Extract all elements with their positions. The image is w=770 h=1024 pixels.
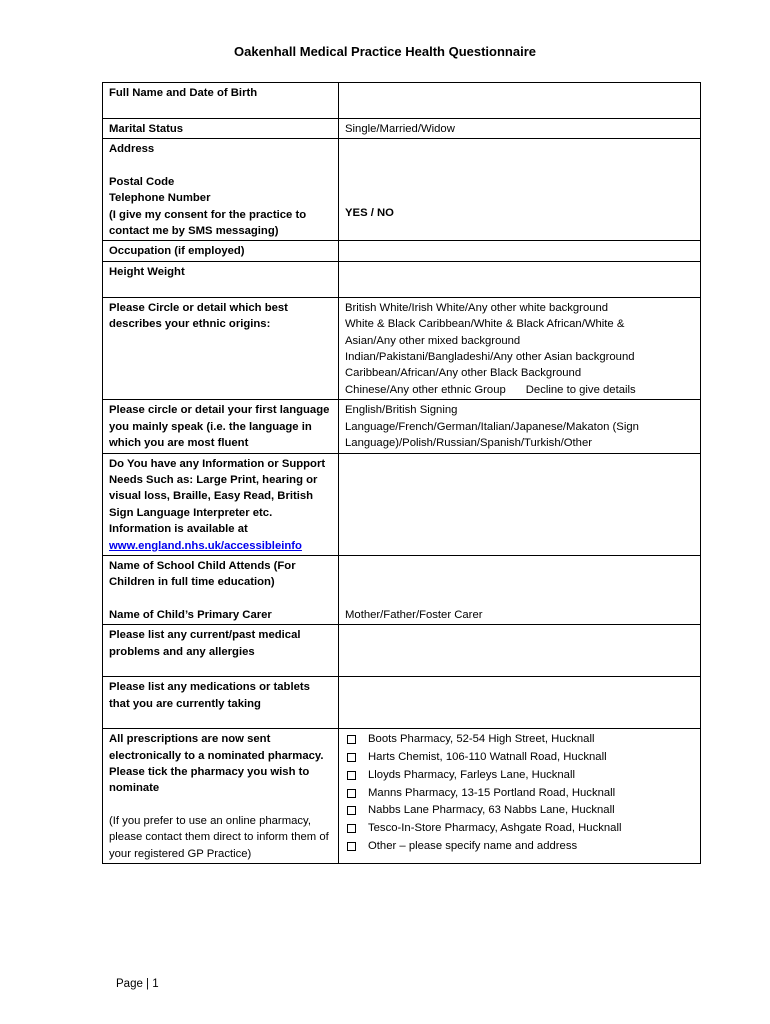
telephone-label: Telephone Number (109, 192, 211, 205)
marital-status-label: Marital Status (103, 119, 339, 139)
language-option-line: Language/French/German/Italian/Japanese/Makaton (Sign (345, 420, 639, 433)
pharmacy-option[interactable] (345, 767, 694, 785)
pharmacy-option-label: Other – please specify name and address (368, 839, 578, 852)
row-support-needs (103, 453, 701, 555)
ethnic-option-line: Caribbean/African/Any other Black Background (345, 367, 582, 380)
accessible-info-link[interactable]: www.england.nhs.uk/accessibleinfo (109, 539, 302, 552)
address-field[interactable] (339, 139, 701, 241)
medications-field[interactable] (339, 677, 701, 729)
checkbox-icon[interactable] (347, 806, 356, 815)
support-needs-label: Do You have any Information or Support Needs Such as: Large Print, hearing or visual loss, Braille, Easy Read, British Sign Language Interpreter etc. Information is available at (109, 457, 326, 536)
questionnaire-table (102, 82, 701, 864)
ethnic-option-line (345, 382, 694, 398)
row-occupation (103, 241, 701, 261)
ethnic-option-line: Indian/Pakistani/Bangladeshi/Any other Asian background (345, 351, 635, 364)
school-carer-cell (103, 555, 339, 624)
pharmacy-label: All prescriptions are now sent electronically to a nominated pharmacy. Please tick the pharmacy you wish to nominate (109, 733, 324, 795)
pharmacy-option[interactable] (345, 838, 694, 856)
row-pharmacy (103, 729, 701, 864)
marital-status-field[interactable]: Single/Married/Widow (339, 119, 701, 139)
sms-consent-option[interactable]: YES / NO (345, 207, 394, 220)
pharmacy-option[interactable] (345, 785, 694, 803)
row-medications (103, 677, 701, 729)
medical-problems-label: Please list any current/past medical problems and any allergies (103, 625, 339, 677)
page-title: Oakenhall Medical Practice Health Questionnaire (234, 44, 536, 59)
checkbox-icon[interactable] (347, 842, 356, 851)
pharmacy-list (345, 731, 694, 856)
sms-consent-label: (I give my consent for the practice to contact me by SMS messaging) (109, 208, 307, 238)
online-pharmacy-note: (If you prefer to use an online pharmacy, please contact them direct to inform them of your registered GP Practice) (109, 814, 329, 860)
pharmacy-option[interactable] (345, 820, 694, 838)
checkbox-icon[interactable] (347, 771, 356, 780)
row-medical-problems (103, 625, 701, 677)
pharmacy-option-label: Boots Pharmacy, 52-54 High Street, Hucknall (368, 733, 595, 746)
ethnic-option-line: British White/Irish White/Any other white background (345, 301, 609, 314)
ethnic-option-line: Asian/Any other mixed background (345, 334, 521, 347)
checkbox-icon[interactable] (347, 735, 356, 744)
row-height-weight (103, 261, 701, 297)
row-school-carer (103, 555, 701, 624)
pharmacy-option-label: Nabbs Lane Pharmacy, 63 Nabbs Lane, Hucknall (368, 804, 615, 817)
name-dob-label: Full Name and Date of Birth (103, 83, 339, 119)
pharmacy-option-label: Manns Pharmacy, 13-15 Portland Road, Hucknall (368, 786, 616, 799)
language-option-line: English/British Signing (345, 404, 458, 417)
primary-carer-label: Name of Child’s Primary Carer (109, 608, 272, 621)
occupation-label: Occupation (if employed) (103, 241, 339, 261)
page-number: Page | 1 (116, 978, 159, 990)
pharmacy-cell (103, 729, 339, 864)
language-option-line: Language)/Polish/Russian/Spanish/Turkish/Other (345, 437, 592, 450)
ethnic-option-chinese: Chinese/Any other ethnic Group (345, 383, 506, 396)
first-language-label: Please circle or detail your first language you mainly speak (i.e. the language in which you are most fluent (103, 400, 339, 453)
support-needs-cell (103, 453, 339, 555)
row-marital-status (103, 119, 701, 139)
first-language-options[interactable] (339, 400, 701, 453)
ethnic-option-decline: Decline to give details (525, 383, 636, 396)
pharmacy-option[interactable] (345, 731, 694, 749)
medications-label: Please list any medications or tablets that you are currently taking (103, 677, 339, 729)
address-label: Address (109, 143, 155, 156)
checkbox-icon[interactable] (347, 789, 356, 798)
ethnic-origin-label: Please Circle or detail which best describes your ethnic origins: (103, 297, 339, 399)
postal-code-label: Postal Code (109, 175, 175, 188)
address-cell (103, 139, 339, 241)
pharmacy-option-label: Harts Chemist, 106-110 Watnall Road, Hucknall (368, 750, 607, 763)
pharmacy-options-cell (339, 729, 701, 864)
medical-problems-field[interactable] (339, 625, 701, 677)
row-ethnic-origin (103, 297, 701, 399)
row-name-dob (103, 83, 701, 119)
ethnic-origin-options[interactable] (339, 297, 701, 399)
height-weight-field[interactable] (339, 261, 701, 297)
checkbox-icon[interactable] (347, 824, 356, 833)
occupation-field[interactable] (339, 241, 701, 261)
support-needs-field[interactable] (339, 453, 701, 555)
school-carer-field[interactable] (339, 555, 701, 624)
name-dob-field[interactable] (339, 83, 701, 119)
ethnic-option-line: White & Black Caribbean/White & Black African/White & (345, 318, 625, 331)
row-first-language (103, 400, 701, 453)
pharmacy-option-label: Lloyds Pharmacy, Farleys Lane, Hucknall (368, 768, 575, 781)
pharmacy-option-label: Tesco-In-Store Pharmacy, Ashgate Road, Hucknall (368, 822, 622, 835)
checkbox-icon[interactable] (347, 753, 356, 762)
pharmacy-option[interactable] (345, 802, 694, 820)
pharmacy-option[interactable] (345, 749, 694, 767)
row-address (103, 139, 701, 241)
school-label: Name of School Child Attends (For Children in full time education) (109, 559, 296, 589)
primary-carer-options[interactable]: Mother/Father/Foster Carer (345, 608, 483, 621)
height-weight-label: Height Weight (103, 261, 339, 297)
